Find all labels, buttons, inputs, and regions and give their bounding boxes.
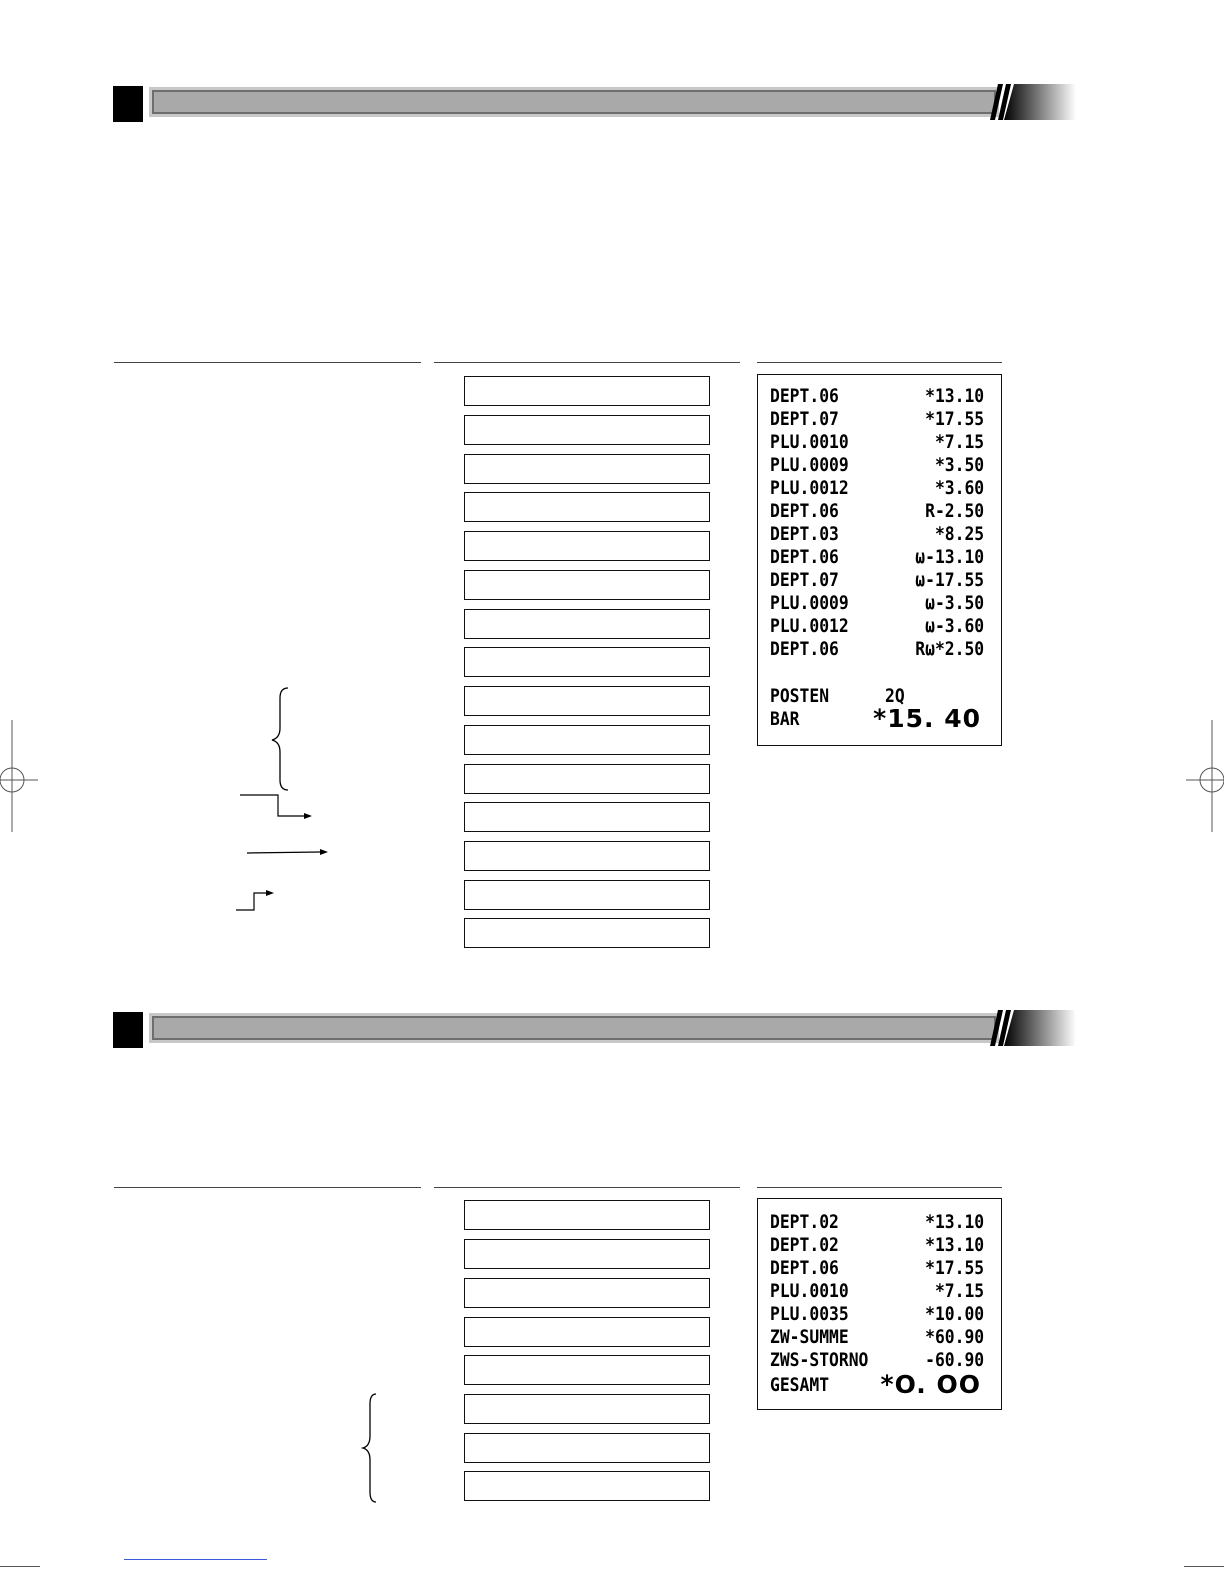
receipt-line: PLU.0010 *7.15 [770,1280,985,1302]
receipt-line: DEPT.02 *13.10 [770,1211,985,1233]
receipt-line: PLU.0009 ω-3.50 [770,592,985,614]
key-operation-box [464,725,710,755]
key-operation-box [464,1433,710,1463]
receipt-items-count: POSTEN 2Q [770,685,905,707]
footer-link-rule [124,1559,267,1560]
receipt-line: PLU.0010 *7.15 [770,431,985,453]
key-operation-box [464,918,710,948]
receipt-total: BAR *15. 40 [770,704,981,733]
key-operation-box [464,1355,710,1385]
key-operation-box [464,647,710,677]
key-operation-box [464,686,710,716]
key-operation-box [464,415,710,445]
section1-title-bar [149,87,999,117]
receipt-print-2 [757,1198,1002,1410]
registration-mark-right [1184,720,1224,832]
key-operation-box [464,1471,710,1501]
key-operation-box [464,376,710,406]
key-operation-box [464,880,710,910]
receipt-line: DEPT.06 *17.55 [770,1257,985,1279]
receipt-line: ZWS-STORNO -60.90 [770,1349,985,1371]
key-operation-box [464,1239,710,1269]
procedure-brace-and-arrows [220,680,340,920]
column-rule-print [757,1187,1002,1188]
column-rule-procedure [114,362,421,363]
key-operation-box [464,570,710,600]
receipt-line: DEPT.06 ω-13.10 [770,546,985,568]
key-operation-box [464,454,710,484]
receipt-print-1 [757,374,1002,746]
key-operation-box [464,531,710,561]
section2-marker [113,1012,143,1048]
section1-bar-end-decoration [990,84,1076,120]
key-operation-box [464,802,710,832]
receipt-line: PLU.0012 ω-3.60 [770,615,985,637]
registration-mark-left [0,720,40,832]
key-operation-box [464,1200,710,1230]
key-operation-box [464,764,710,794]
receipt-line: DEPT.06 Rω*2.50 [770,638,985,660]
column-rule-procedure [114,1187,421,1188]
receipt-line: PLU.0009 *3.50 [770,454,985,476]
section2-title-bar [149,1013,999,1043]
receipt-line: PLU.0012 *3.60 [770,477,985,499]
key-operation-box [464,841,710,871]
receipt-line: ZW-SUMME *60.90 [770,1326,985,1348]
receipt-total: GESAMT *O. OO [770,1370,981,1399]
receipt-line: DEPT.06 *13.10 [770,385,985,407]
key-operation-box [464,609,710,639]
receipt-line: DEPT.03 *8.25 [770,523,985,545]
key-operation-box [464,1394,710,1424]
receipt-line: DEPT.06 R-2.50 [770,500,985,522]
procedure-brace [360,1390,384,1506]
column-rule-key-operation [434,362,740,363]
section1-marker [113,86,143,122]
key-operation-box [464,1317,710,1347]
footer-crop-line-right [1184,1566,1224,1567]
footer-crop-line-left [0,1566,40,1567]
receipt-line: PLU.0035 *10.00 [770,1303,985,1325]
receipt-line: DEPT.07 *17.55 [770,408,985,430]
section2-bar-end-decoration [990,1010,1076,1046]
key-operation-box [464,492,710,522]
receipt-line: DEPT.02 *13.10 [770,1234,985,1256]
column-rule-print [757,362,1002,363]
column-rule-key-operation [434,1187,740,1188]
key-operation-box [464,1278,710,1308]
receipt-line: DEPT.07 ω-17.55 [770,569,985,591]
